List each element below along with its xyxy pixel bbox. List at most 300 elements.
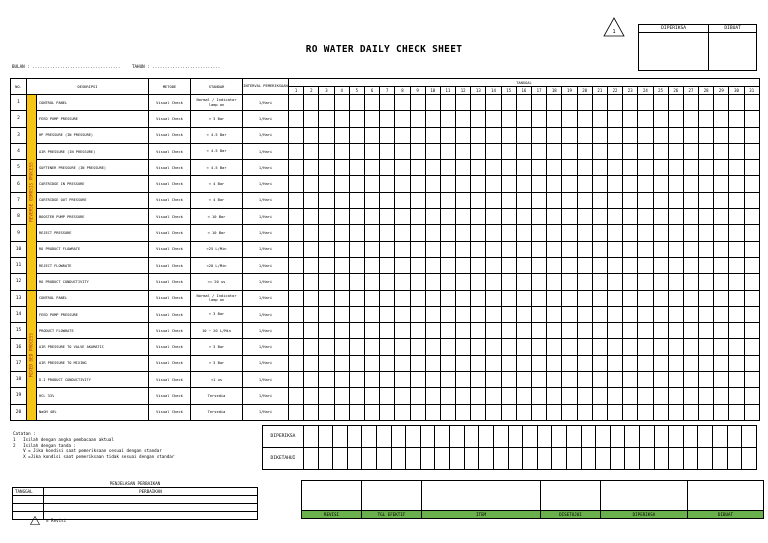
- day-check-cell[interactable]: [501, 127, 516, 143]
- day-check-cell[interactable]: [683, 290, 698, 306]
- day-check-cell[interactable]: [456, 388, 471, 404]
- day-check-cell[interactable]: [304, 241, 319, 257]
- day-check-cell[interactable]: [562, 95, 577, 111]
- day-check-cell[interactable]: [425, 225, 440, 241]
- day-check-cell[interactable]: [607, 127, 622, 143]
- day-check-cell[interactable]: [364, 323, 379, 339]
- day-check-cell[interactable]: [410, 339, 425, 355]
- day-check-cell[interactable]: [456, 306, 471, 322]
- day-sign-cell[interactable]: [493, 448, 508, 470]
- day-check-cell[interactable]: [714, 290, 729, 306]
- day-check-cell[interactable]: [334, 323, 349, 339]
- day-check-cell[interactable]: [653, 306, 668, 322]
- day-check-cell[interactable]: [334, 257, 349, 273]
- day-check-cell[interactable]: [668, 257, 683, 273]
- day-check-cell[interactable]: [501, 290, 516, 306]
- day-check-cell[interactable]: [410, 306, 425, 322]
- day-sign-cell[interactable]: [377, 426, 392, 448]
- day-check-cell[interactable]: [471, 404, 486, 420]
- day-check-cell[interactable]: [532, 339, 547, 355]
- day-check-cell[interactable]: [380, 339, 395, 355]
- day-check-cell[interactable]: [501, 176, 516, 192]
- day-sign-cell[interactable]: [610, 448, 625, 470]
- day-check-cell[interactable]: [623, 306, 638, 322]
- day-check-cell[interactable]: [289, 192, 304, 208]
- day-sign-cell[interactable]: [713, 448, 728, 470]
- day-sign-cell[interactable]: [450, 448, 465, 470]
- day-check-cell[interactable]: [456, 404, 471, 420]
- day-check-cell[interactable]: [532, 192, 547, 208]
- day-check-cell[interactable]: [304, 143, 319, 159]
- day-check-cell[interactable]: [668, 339, 683, 355]
- day-sign-cell[interactable]: [362, 448, 377, 470]
- day-check-cell[interactable]: [562, 372, 577, 388]
- day-check-cell[interactable]: [304, 225, 319, 241]
- day-check-cell[interactable]: [562, 111, 577, 127]
- day-check-cell[interactable]: [304, 388, 319, 404]
- day-check-cell[interactable]: [440, 111, 455, 127]
- day-check-cell[interactable]: [562, 209, 577, 225]
- day-check-cell[interactable]: [410, 192, 425, 208]
- day-check-cell[interactable]: [440, 127, 455, 143]
- day-check-cell[interactable]: [501, 225, 516, 241]
- day-sign-cell[interactable]: [318, 426, 333, 448]
- day-check-cell[interactable]: [547, 339, 562, 355]
- day-check-cell[interactable]: [547, 257, 562, 273]
- day-check-cell[interactable]: [425, 127, 440, 143]
- day-sign-cell[interactable]: [625, 426, 640, 448]
- day-check-cell[interactable]: [744, 257, 759, 273]
- day-check-cell[interactable]: [714, 355, 729, 371]
- day-check-cell[interactable]: [319, 95, 334, 111]
- day-check-cell[interactable]: [516, 355, 531, 371]
- day-check-cell[interactable]: [653, 225, 668, 241]
- repair-cell[interactable]: [13, 504, 44, 512]
- day-check-cell[interactable]: [532, 241, 547, 257]
- day-check-cell[interactable]: [501, 241, 516, 257]
- day-check-cell[interactable]: [380, 225, 395, 241]
- day-check-cell[interactable]: [577, 323, 592, 339]
- day-check-cell[interactable]: [714, 192, 729, 208]
- repair-cell[interactable]: [44, 504, 258, 512]
- day-check-cell[interactable]: [592, 111, 607, 127]
- day-check-cell[interactable]: [714, 274, 729, 290]
- day-check-cell[interactable]: [440, 143, 455, 159]
- day-sign-cell[interactable]: [347, 448, 362, 470]
- day-check-cell[interactable]: [623, 192, 638, 208]
- day-check-cell[interactable]: [668, 306, 683, 322]
- day-check-cell[interactable]: [456, 372, 471, 388]
- year-field[interactable]: [132, 64, 220, 69]
- day-check-cell[interactable]: [304, 404, 319, 420]
- day-check-cell[interactable]: [501, 355, 516, 371]
- day-check-cell[interactable]: [668, 127, 683, 143]
- day-sign-cell[interactable]: [450, 426, 465, 448]
- day-check-cell[interactable]: [456, 274, 471, 290]
- day-check-cell[interactable]: [456, 257, 471, 273]
- day-check-cell[interactable]: [714, 306, 729, 322]
- day-sign-cell[interactable]: [683, 448, 698, 470]
- day-check-cell[interactable]: [380, 241, 395, 257]
- day-check-cell[interactable]: [592, 209, 607, 225]
- day-check-cell[interactable]: [607, 306, 622, 322]
- day-check-cell[interactable]: [334, 225, 349, 241]
- day-check-cell[interactable]: [623, 404, 638, 420]
- day-check-cell[interactable]: [714, 176, 729, 192]
- day-check-cell[interactable]: [456, 339, 471, 355]
- day-check-cell[interactable]: [516, 95, 531, 111]
- day-check-cell[interactable]: [653, 323, 668, 339]
- day-check-cell[interactable]: [729, 323, 744, 339]
- day-check-cell[interactable]: [714, 339, 729, 355]
- day-check-cell[interactable]: [577, 404, 592, 420]
- day-check-cell[interactable]: [638, 143, 653, 159]
- day-check-cell[interactable]: [334, 355, 349, 371]
- day-check-cell[interactable]: [577, 209, 592, 225]
- day-check-cell[interactable]: [668, 225, 683, 241]
- day-check-cell[interactable]: [486, 274, 501, 290]
- day-check-cell[interactable]: [486, 176, 501, 192]
- day-check-cell[interactable]: [289, 355, 304, 371]
- day-check-cell[interactable]: [592, 306, 607, 322]
- day-check-cell[interactable]: [607, 257, 622, 273]
- day-sign-cell[interactable]: [537, 448, 552, 470]
- day-check-cell[interactable]: [516, 274, 531, 290]
- day-check-cell[interactable]: [349, 257, 364, 273]
- day-check-cell[interactable]: [304, 372, 319, 388]
- day-check-cell[interactable]: [380, 143, 395, 159]
- day-check-cell[interactable]: [319, 257, 334, 273]
- day-check-cell[interactable]: [334, 241, 349, 257]
- day-check-cell[interactable]: [638, 241, 653, 257]
- day-check-cell[interactable]: [744, 127, 759, 143]
- day-check-cell[interactable]: [304, 127, 319, 143]
- day-check-cell[interactable]: [653, 404, 668, 420]
- day-check-cell[interactable]: [532, 388, 547, 404]
- day-check-cell[interactable]: [638, 95, 653, 111]
- day-check-cell[interactable]: [668, 176, 683, 192]
- day-sign-cell[interactable]: [713, 426, 728, 448]
- day-check-cell[interactable]: [380, 274, 395, 290]
- day-check-cell[interactable]: [516, 290, 531, 306]
- day-check-cell[interactable]: [334, 339, 349, 355]
- day-check-cell[interactable]: [289, 241, 304, 257]
- day-check-cell[interactable]: [547, 176, 562, 192]
- day-check-cell[interactable]: [653, 257, 668, 273]
- day-check-cell[interactable]: [699, 404, 714, 420]
- day-check-cell[interactable]: [319, 241, 334, 257]
- day-check-cell[interactable]: [425, 95, 440, 111]
- day-check-cell[interactable]: [683, 323, 698, 339]
- day-check-cell[interactable]: [349, 339, 364, 355]
- day-check-cell[interactable]: [607, 176, 622, 192]
- day-check-cell[interactable]: [319, 127, 334, 143]
- day-check-cell[interactable]: [349, 192, 364, 208]
- day-check-cell[interactable]: [532, 404, 547, 420]
- day-check-cell[interactable]: [668, 372, 683, 388]
- day-check-cell[interactable]: [516, 176, 531, 192]
- day-check-cell[interactable]: [486, 209, 501, 225]
- day-check-cell[interactable]: [699, 176, 714, 192]
- day-check-cell[interactable]: [289, 274, 304, 290]
- day-check-cell[interactable]: [714, 160, 729, 176]
- day-check-cell[interactable]: [562, 225, 577, 241]
- day-sign-cell[interactable]: [654, 448, 669, 470]
- day-check-cell[interactable]: [410, 209, 425, 225]
- day-check-cell[interactable]: [289, 209, 304, 225]
- day-check-cell[interactable]: [395, 225, 410, 241]
- day-check-cell[interactable]: [699, 127, 714, 143]
- day-check-cell[interactable]: [744, 192, 759, 208]
- day-check-cell[interactable]: [440, 192, 455, 208]
- day-check-cell[interactable]: [501, 209, 516, 225]
- day-check-cell[interactable]: [668, 192, 683, 208]
- day-check-cell[interactable]: [623, 274, 638, 290]
- day-check-cell[interactable]: [334, 111, 349, 127]
- day-check-cell[interactable]: [562, 160, 577, 176]
- day-check-cell[interactable]: [395, 290, 410, 306]
- day-check-cell[interactable]: [607, 339, 622, 355]
- day-check-cell[interactable]: [729, 111, 744, 127]
- day-check-cell[interactable]: [744, 176, 759, 192]
- day-check-cell[interactable]: [289, 372, 304, 388]
- day-check-cell[interactable]: [486, 372, 501, 388]
- day-check-cell[interactable]: [699, 241, 714, 257]
- day-check-cell[interactable]: [592, 372, 607, 388]
- day-check-cell[interactable]: [577, 339, 592, 355]
- day-check-cell[interactable]: [638, 323, 653, 339]
- day-check-cell[interactable]: [729, 388, 744, 404]
- day-check-cell[interactable]: [729, 95, 744, 111]
- day-check-cell[interactable]: [653, 127, 668, 143]
- day-check-cell[interactable]: [456, 95, 471, 111]
- day-check-cell[interactable]: [471, 192, 486, 208]
- day-check-cell[interactable]: [304, 192, 319, 208]
- day-check-cell[interactable]: [364, 306, 379, 322]
- day-check-cell[interactable]: [744, 323, 759, 339]
- day-check-cell[interactable]: [501, 192, 516, 208]
- day-check-cell[interactable]: [744, 241, 759, 257]
- day-check-cell[interactable]: [425, 339, 440, 355]
- day-check-cell[interactable]: [516, 257, 531, 273]
- day-check-cell[interactable]: [714, 225, 729, 241]
- day-sign-cell[interactable]: [435, 448, 450, 470]
- day-check-cell[interactable]: [334, 404, 349, 420]
- day-check-cell[interactable]: [440, 225, 455, 241]
- day-check-cell[interactable]: [592, 339, 607, 355]
- day-check-cell[interactable]: [380, 209, 395, 225]
- day-check-cell[interactable]: [623, 160, 638, 176]
- day-check-cell[interactable]: [501, 323, 516, 339]
- day-check-cell[interactable]: [638, 111, 653, 127]
- day-check-cell[interactable]: [486, 388, 501, 404]
- day-check-cell[interactable]: [653, 274, 668, 290]
- day-sign-cell[interactable]: [683, 426, 698, 448]
- day-check-cell[interactable]: [729, 339, 744, 355]
- day-check-cell[interactable]: [714, 323, 729, 339]
- day-sign-cell[interactable]: [420, 426, 435, 448]
- day-check-cell[interactable]: [304, 290, 319, 306]
- day-check-cell[interactable]: [653, 241, 668, 257]
- day-check-cell[interactable]: [440, 290, 455, 306]
- day-check-cell[interactable]: [683, 176, 698, 192]
- day-check-cell[interactable]: [334, 388, 349, 404]
- day-check-cell[interactable]: [607, 209, 622, 225]
- day-check-cell[interactable]: [577, 192, 592, 208]
- day-check-cell[interactable]: [456, 323, 471, 339]
- day-check-cell[interactable]: [395, 339, 410, 355]
- day-check-cell[interactable]: [364, 225, 379, 241]
- day-check-cell[interactable]: [395, 176, 410, 192]
- day-check-cell[interactable]: [471, 290, 486, 306]
- day-check-cell[interactable]: [486, 95, 501, 111]
- day-check-cell[interactable]: [562, 257, 577, 273]
- day-sign-cell[interactable]: [508, 426, 523, 448]
- day-check-cell[interactable]: [547, 241, 562, 257]
- day-check-cell[interactable]: [653, 111, 668, 127]
- day-check-cell[interactable]: [516, 209, 531, 225]
- day-check-cell[interactable]: [592, 176, 607, 192]
- day-check-cell[interactable]: [334, 306, 349, 322]
- day-sign-cell[interactable]: [435, 426, 450, 448]
- day-sign-cell[interactable]: [698, 426, 713, 448]
- revision-cell[interactable]: [688, 481, 764, 511]
- day-check-cell[interactable]: [319, 111, 334, 127]
- day-sign-cell[interactable]: [610, 426, 625, 448]
- day-check-cell[interactable]: [425, 355, 440, 371]
- day-check-cell[interactable]: [501, 388, 516, 404]
- day-check-cell[interactable]: [623, 176, 638, 192]
- day-check-cell[interactable]: [304, 160, 319, 176]
- day-check-cell[interactable]: [486, 355, 501, 371]
- day-check-cell[interactable]: [729, 127, 744, 143]
- day-check-cell[interactable]: [425, 404, 440, 420]
- day-check-cell[interactable]: [744, 388, 759, 404]
- day-check-cell[interactable]: [425, 209, 440, 225]
- day-check-cell[interactable]: [425, 160, 440, 176]
- day-check-cell[interactable]: [668, 290, 683, 306]
- day-check-cell[interactable]: [532, 176, 547, 192]
- day-check-cell[interactable]: [547, 388, 562, 404]
- day-check-cell[interactable]: [516, 225, 531, 241]
- day-check-cell[interactable]: [471, 143, 486, 159]
- day-sign-cell[interactable]: [406, 448, 421, 470]
- day-check-cell[interactable]: [289, 257, 304, 273]
- day-check-cell[interactable]: [623, 257, 638, 273]
- day-check-cell[interactable]: [486, 323, 501, 339]
- day-check-cell[interactable]: [349, 127, 364, 143]
- day-check-cell[interactable]: [577, 160, 592, 176]
- revision-cell[interactable]: [601, 481, 688, 511]
- day-sign-cell[interactable]: [552, 448, 567, 470]
- day-check-cell[interactable]: [699, 339, 714, 355]
- day-sign-cell[interactable]: [362, 426, 377, 448]
- day-check-cell[interactable]: [592, 257, 607, 273]
- day-check-cell[interactable]: [380, 404, 395, 420]
- day-sign-cell[interactable]: [566, 426, 581, 448]
- day-check-cell[interactable]: [289, 160, 304, 176]
- day-check-cell[interactable]: [289, 306, 304, 322]
- day-check-cell[interactable]: [456, 225, 471, 241]
- day-check-cell[interactable]: [364, 388, 379, 404]
- day-check-cell[interactable]: [577, 306, 592, 322]
- day-check-cell[interactable]: [532, 127, 547, 143]
- day-check-cell[interactable]: [638, 192, 653, 208]
- day-check-cell[interactable]: [471, 111, 486, 127]
- day-check-cell[interactable]: [471, 209, 486, 225]
- day-check-cell[interactable]: [410, 290, 425, 306]
- day-check-cell[interactable]: [516, 143, 531, 159]
- day-check-cell[interactable]: [349, 274, 364, 290]
- day-check-cell[interactable]: [714, 111, 729, 127]
- day-check-cell[interactable]: [683, 192, 698, 208]
- day-check-cell[interactable]: [607, 274, 622, 290]
- day-check-cell[interactable]: [486, 160, 501, 176]
- day-check-cell[interactable]: [714, 127, 729, 143]
- day-check-cell[interactable]: [592, 127, 607, 143]
- day-check-cell[interactable]: [516, 111, 531, 127]
- day-check-cell[interactable]: [425, 274, 440, 290]
- day-check-cell[interactable]: [744, 404, 759, 420]
- day-sign-cell[interactable]: [464, 426, 479, 448]
- day-check-cell[interactable]: [440, 95, 455, 111]
- day-check-cell[interactable]: [562, 355, 577, 371]
- day-check-cell[interactable]: [395, 404, 410, 420]
- day-check-cell[interactable]: [623, 388, 638, 404]
- day-check-cell[interactable]: [471, 257, 486, 273]
- day-check-cell[interactable]: [440, 372, 455, 388]
- day-check-cell[interactable]: [425, 143, 440, 159]
- day-sign-cell[interactable]: [669, 426, 684, 448]
- day-check-cell[interactable]: [562, 306, 577, 322]
- day-sign-cell[interactable]: [654, 426, 669, 448]
- day-check-cell[interactable]: [471, 176, 486, 192]
- day-check-cell[interactable]: [349, 372, 364, 388]
- day-check-cell[interactable]: [638, 290, 653, 306]
- day-check-cell[interactable]: [471, 339, 486, 355]
- day-check-cell[interactable]: [729, 143, 744, 159]
- day-check-cell[interactable]: [410, 95, 425, 111]
- day-check-cell[interactable]: [744, 209, 759, 225]
- day-check-cell[interactable]: [683, 241, 698, 257]
- day-check-cell[interactable]: [744, 290, 759, 306]
- day-check-cell[interactable]: [289, 111, 304, 127]
- day-check-cell[interactable]: [501, 111, 516, 127]
- day-check-cell[interactable]: [304, 209, 319, 225]
- day-check-cell[interactable]: [562, 241, 577, 257]
- day-check-cell[interactable]: [623, 241, 638, 257]
- day-check-cell[interactable]: [607, 355, 622, 371]
- day-check-cell[interactable]: [501, 257, 516, 273]
- day-check-cell[interactable]: [364, 404, 379, 420]
- day-check-cell[interactable]: [592, 160, 607, 176]
- day-check-cell[interactable]: [699, 111, 714, 127]
- day-sign-cell[interactable]: [479, 448, 494, 470]
- day-check-cell[interactable]: [714, 241, 729, 257]
- day-check-cell[interactable]: [395, 111, 410, 127]
- day-check-cell[interactable]: [729, 372, 744, 388]
- day-check-cell[interactable]: [380, 160, 395, 176]
- day-check-cell[interactable]: [653, 209, 668, 225]
- day-check-cell[interactable]: [623, 355, 638, 371]
- day-check-cell[interactable]: [577, 225, 592, 241]
- day-sign-cell[interactable]: [377, 448, 392, 470]
- day-check-cell[interactable]: [456, 160, 471, 176]
- day-check-cell[interactable]: [562, 290, 577, 306]
- day-check-cell[interactable]: [364, 176, 379, 192]
- day-check-cell[interactable]: [380, 257, 395, 273]
- day-check-cell[interactable]: [623, 372, 638, 388]
